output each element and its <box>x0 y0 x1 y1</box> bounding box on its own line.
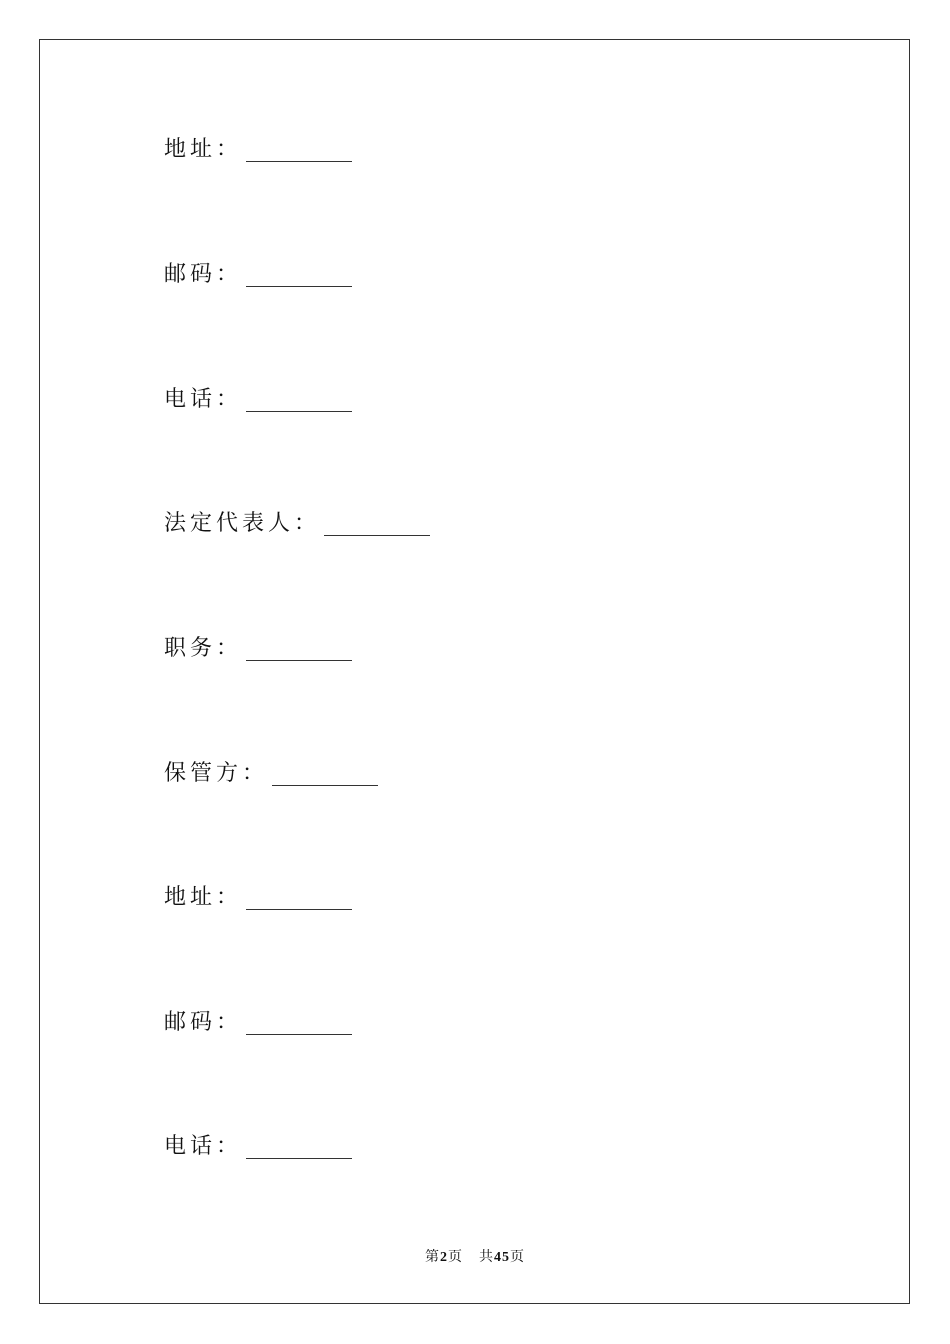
page-number: 2 <box>440 1250 448 1265</box>
postcode-field-1 <box>164 257 352 289</box>
total-suffix: 页 <box>510 1249 525 1265</box>
phone-label: 电话： <box>164 1134 243 1159</box>
phone-label: 电话： <box>164 387 243 412</box>
postcode-blank[interactable] <box>246 1034 352 1035</box>
address-blank[interactable] <box>246 909 352 910</box>
phone-blank[interactable] <box>246 411 352 412</box>
page-border <box>39 39 910 1304</box>
legal-representative-label: 法定代表人： <box>164 511 321 536</box>
phone-field-2 <box>164 1129 352 1161</box>
page-suffix: 页 <box>448 1249 463 1265</box>
custodian-label: 保管方： <box>164 761 269 786</box>
postcode-field-2 <box>164 1005 352 1037</box>
phone-field-1 <box>164 382 352 414</box>
postcode-label: 邮码： <box>164 262 243 287</box>
address-field-1 <box>164 132 352 164</box>
legal-representative-blank[interactable] <box>324 535 430 536</box>
address-field-2 <box>164 880 352 912</box>
custodian-field <box>164 756 378 788</box>
total-pages: 45 <box>494 1250 510 1265</box>
position-label: 职务： <box>164 636 243 661</box>
phone-blank[interactable] <box>246 1158 352 1159</box>
legal-representative-field <box>164 506 430 538</box>
postcode-label: 邮码： <box>164 1010 243 1035</box>
address-label: 地址： <box>164 885 243 910</box>
position-field <box>164 631 352 663</box>
postcode-blank[interactable] <box>246 286 352 287</box>
total-prefix: 共 <box>479 1249 494 1265</box>
page-footer <box>0 1247 950 1268</box>
custodian-blank[interactable] <box>272 785 378 786</box>
page-prefix: 第 <box>425 1249 440 1265</box>
address-blank[interactable] <box>246 161 352 162</box>
address-label: 地址： <box>164 137 243 162</box>
position-blank[interactable] <box>246 660 352 661</box>
